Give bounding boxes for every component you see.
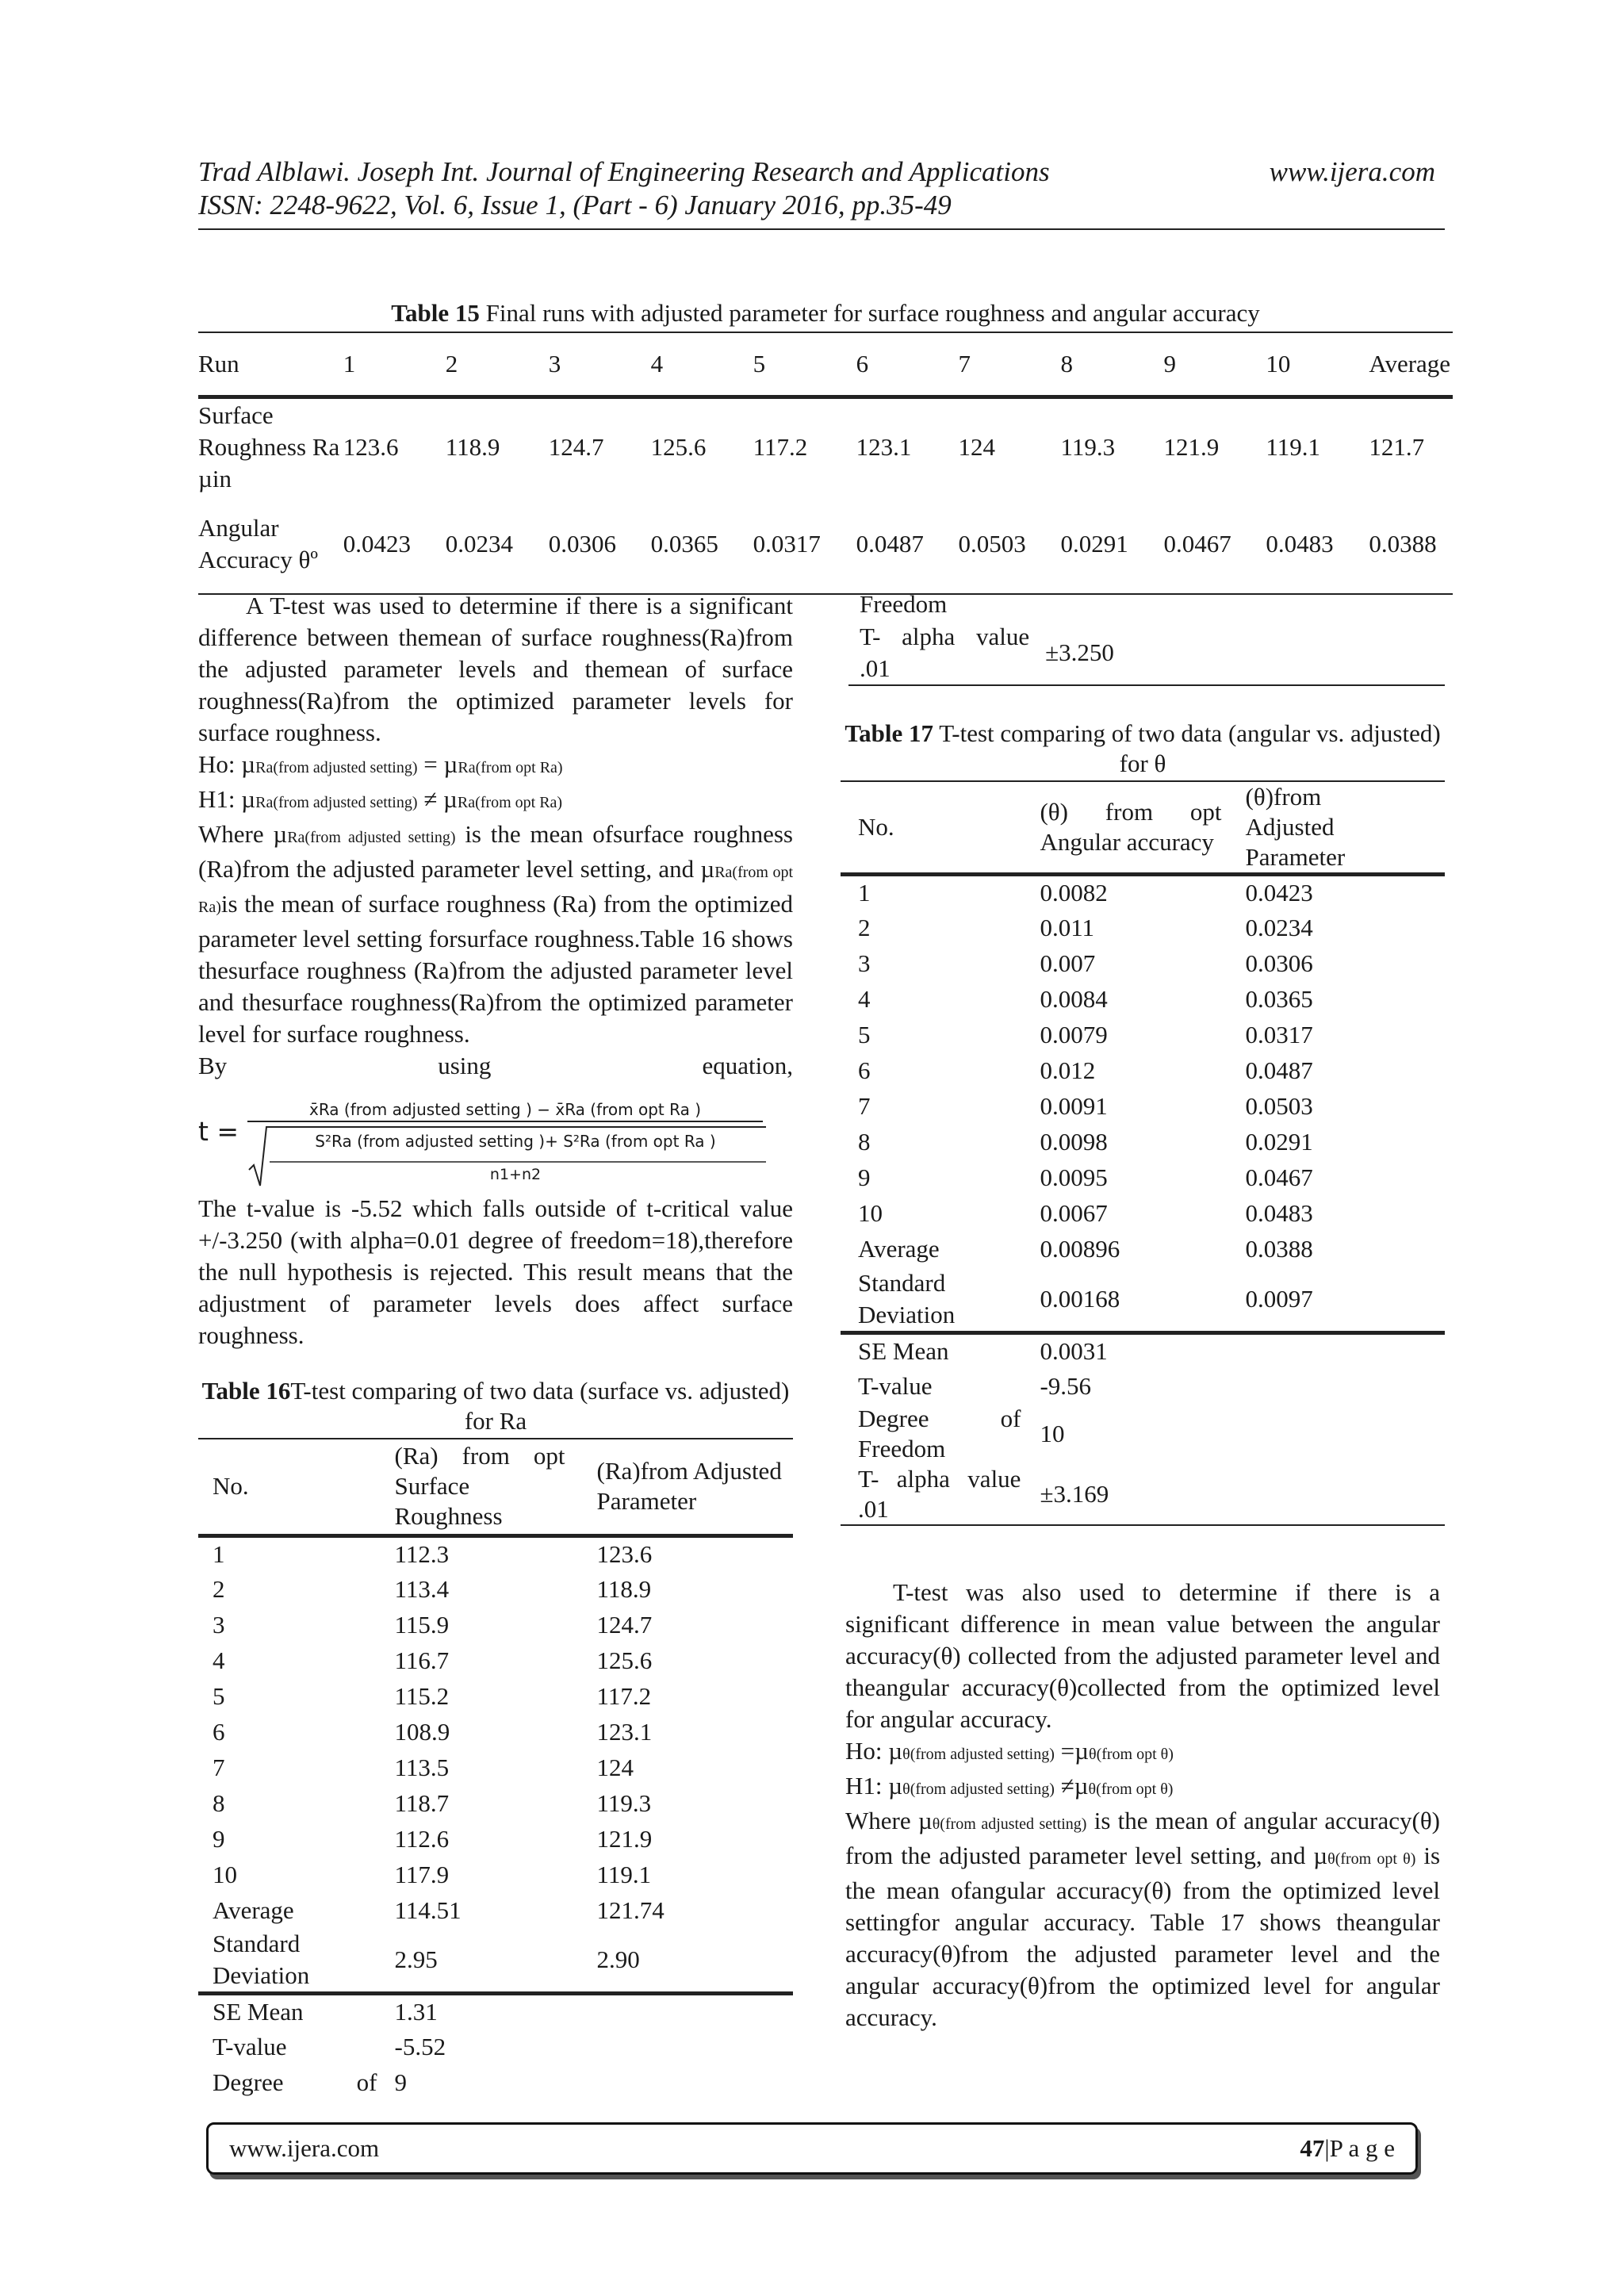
table-cell: 112.6 xyxy=(394,1824,450,1853)
table-cell: 108.9 xyxy=(394,1717,450,1746)
table-cell: 123.1 xyxy=(856,432,912,461)
table-cell xyxy=(1045,588,1248,620)
table-cell: 119.1 xyxy=(1266,432,1320,461)
table-cell: 121.74 xyxy=(596,1895,665,1924)
table-row xyxy=(841,910,1445,946)
table-cell: 0.0067 xyxy=(1040,1199,1108,1227)
table-cell: 2 xyxy=(446,332,549,397)
table-cell: 113.4 xyxy=(394,1574,450,1603)
table-cell: 7 xyxy=(959,332,1061,397)
table-cell: 7 xyxy=(213,1753,225,1781)
table-cell: 0.0365 xyxy=(650,530,718,558)
paragraph: By using equation, xyxy=(198,1052,793,1079)
table-cell: 0.00896 xyxy=(1040,1235,1120,1263)
table-cell: 10 xyxy=(858,1199,883,1227)
table-cell: 2 xyxy=(858,914,871,941)
table-row xyxy=(841,946,1445,982)
table-cell: No. xyxy=(858,813,894,841)
table-cell: 3 xyxy=(213,1610,225,1639)
table-row xyxy=(841,1196,1445,1232)
table-cell: (θ) from opt Angular accuracy xyxy=(1040,798,1222,856)
table-cell: 124.7 xyxy=(596,1610,653,1639)
issn-line: ISSN: 2248-9622, Vol. 6, Issue 1, (Part - 6) January 2016, pp.35-49 xyxy=(198,190,952,220)
table-row xyxy=(841,1125,1445,1160)
table-cell: 125.6 xyxy=(596,1646,653,1674)
left-body-text xyxy=(198,590,793,1082)
formula-numerator: x̄Ra (from adjusted setting ) − x̄Ra (from opt Ra ) xyxy=(247,1098,763,1122)
table-cell: 2.90 xyxy=(596,1945,640,1973)
table-15-row-ra xyxy=(198,397,1453,496)
table-cell: 0.0483 xyxy=(1245,1199,1313,1227)
table-cell: 117.9 xyxy=(394,1860,450,1888)
table-cell: 121.9 xyxy=(596,1824,653,1853)
table-cell: Standard Deviation xyxy=(213,1930,310,1989)
table-cell: Average xyxy=(213,1895,294,1924)
table-row xyxy=(198,1994,793,2030)
table-row xyxy=(841,1368,1445,1404)
table-cell: 4 xyxy=(858,985,871,1013)
table-cell: 2 xyxy=(213,1574,225,1603)
table-cell: (Ra) from opt Surface Roughness xyxy=(394,1442,565,1531)
table-17 xyxy=(841,719,1445,1526)
table-cell: 119.3 xyxy=(596,1788,652,1817)
table-row xyxy=(198,1750,793,1785)
table-cell: 5 xyxy=(753,332,856,397)
table-row xyxy=(198,1857,793,1892)
table-cell: 121.9 xyxy=(1163,432,1220,461)
table-cell: 6 xyxy=(213,1717,225,1746)
table-cell: 10 xyxy=(1040,1420,1065,1447)
table-row xyxy=(841,1160,1445,1196)
table-16-continued-grid xyxy=(848,588,1445,686)
table-cell: -5.52 xyxy=(394,2033,446,2060)
table-row xyxy=(841,982,1445,1018)
table-cell: 0.0091 xyxy=(1040,1092,1108,1120)
table-row xyxy=(198,1892,793,1928)
table-17-header-row xyxy=(841,781,1445,875)
null-hypothesis: Ho: µθ(from adjusted setting) =µθ(from opt θ) xyxy=(845,1737,1174,1765)
journal-website[interactable]: www.ijera.com xyxy=(1269,156,1435,187)
table-cell: 0.0082 xyxy=(1040,879,1108,907)
table-cell: Angular Accuracy θº xyxy=(198,514,318,573)
table-row xyxy=(848,588,1445,620)
table-cell: Degree of xyxy=(213,2068,377,2096)
table-cell: 112.3 xyxy=(394,1539,450,1568)
table-cell: 118.9 xyxy=(445,432,500,461)
table-cell: 0.0483 xyxy=(1266,530,1334,558)
table-cell xyxy=(1248,620,1445,685)
table-cell: 117.2 xyxy=(753,432,808,461)
table-cell: 6 xyxy=(856,332,959,397)
journal-citation: Trad Alblawi. Joseph Int. Journal of Engineering Research and Applications xyxy=(198,156,1050,187)
table-cell: (Ra)from Adjusted Parameter xyxy=(596,1457,782,1516)
table-cell: 0.012 xyxy=(1040,1056,1096,1084)
table-cell: 123.6 xyxy=(596,1539,653,1568)
table-row xyxy=(841,1053,1445,1089)
table-row xyxy=(841,1018,1445,1053)
paragraph: Where µθ(from adjusted setting) is the mean of angular accuracy(θ) from the adjusted parameter level setting, and µθ(from opt θ) is the mean ofangular accuracy(θ) from the optimized level settingfor angular accuracy. Table 17 shows theangular accuracy(θ)from the adjusted parameter level and the angular accuracy(θ)from the optimized level for angular accuracy. xyxy=(845,1807,1441,2031)
table-15-header-row xyxy=(198,332,1453,397)
table-cell: 0.0467 xyxy=(1163,530,1231,558)
table-row xyxy=(198,1571,793,1607)
header-divider xyxy=(198,228,1445,230)
table-cell: 0.0467 xyxy=(1245,1163,1313,1191)
table-cell: 0.0234 xyxy=(445,530,513,558)
table-cell: 0.0234 xyxy=(1245,914,1313,941)
table-cell: 1 xyxy=(858,879,871,907)
table-cell: 0.0317 xyxy=(753,530,821,558)
table-cell: 8 xyxy=(858,1128,871,1156)
table-row xyxy=(841,1332,1445,1368)
table-cell xyxy=(1248,588,1445,620)
table-cell: 124 xyxy=(958,432,996,461)
footer-url[interactable]: www.ijera.com xyxy=(229,2134,380,2162)
table-cell: 6 xyxy=(858,1056,871,1084)
page-number: 47|P a g e xyxy=(1300,2134,1395,2162)
table-cell: T- alpha value .01 xyxy=(858,1465,1021,1523)
running-header xyxy=(198,155,1435,222)
table-cell: 0.0317 xyxy=(1245,1021,1313,1048)
table-cell: 121.7 xyxy=(1369,432,1425,461)
table-cell: 123.6 xyxy=(343,432,399,461)
table-cell: 9 xyxy=(1163,332,1266,397)
table-cell: Average xyxy=(1369,332,1453,397)
table-cell: Run xyxy=(198,332,343,397)
table-cell: 9 xyxy=(213,1824,225,1853)
table-cell: (θ)from Adjusted Parameter xyxy=(1245,783,1346,871)
table-cell: 0.011 xyxy=(1040,914,1095,941)
table-cell: 125.6 xyxy=(650,432,707,461)
table-cell: 0.0031 xyxy=(1040,1336,1108,1365)
table-16 xyxy=(198,1376,793,2101)
table-cell: SE Mean xyxy=(213,1998,304,2026)
table-row xyxy=(841,1464,1445,1525)
table-row xyxy=(198,1642,793,1678)
table-cell: 9 xyxy=(394,2068,407,2096)
table-row xyxy=(841,1267,1445,1333)
paragraph: The t-value is -5.52 which falls outside of t-critical value +/-3.250 (with alpha=0.01 degree of freedom=18),therefore the null hypothesis is rejected. This result means that the adjustment of parameter levels does affect surface roughness. xyxy=(198,1194,793,1349)
table-cell: 124.7 xyxy=(548,432,604,461)
table-cell: 0.0388 xyxy=(1369,530,1437,558)
table-cell: Freedom xyxy=(860,590,948,618)
table-row xyxy=(198,1928,793,1994)
table-cell: ±3.169 xyxy=(1040,1480,1109,1508)
table-cell: T-value xyxy=(858,1371,933,1400)
table-cell: 118.7 xyxy=(394,1788,450,1817)
table-cell: 0.0487 xyxy=(856,530,924,558)
table-cell: 114.51 xyxy=(394,1895,462,1924)
table-cell: 5 xyxy=(858,1021,871,1048)
table-15-row-theta xyxy=(198,496,1453,594)
table-row xyxy=(841,1404,1445,1464)
table-15-grid xyxy=(198,332,1453,595)
table-cell: 0.0423 xyxy=(343,530,412,558)
table-cell: -9.56 xyxy=(1040,1371,1092,1400)
table-cell: 7 xyxy=(858,1092,871,1120)
table-row xyxy=(198,1821,793,1857)
table-cell: 0.0306 xyxy=(548,530,616,558)
formula-denominator: S²Ra (from adjusted setting )+ S²Ra (from opt Ra ) xyxy=(315,1132,716,1151)
table-cell: 0.0503 xyxy=(1245,1092,1313,1120)
table-cell: 115.2 xyxy=(394,1681,450,1710)
table-cell: 3 xyxy=(858,949,871,977)
table-cell: 4 xyxy=(213,1646,225,1674)
table-cell: 113.5 xyxy=(394,1753,450,1781)
table-cell: 1 xyxy=(213,1539,225,1568)
table-cell: 2.95 xyxy=(394,1945,438,1973)
table-row xyxy=(198,2030,793,2065)
table-cell: Surface Roughness Ra µin xyxy=(198,401,340,493)
table-row xyxy=(198,2065,793,2101)
table-row xyxy=(198,1678,793,1714)
left-body-text-2 xyxy=(198,1193,793,1351)
table-cell: Average xyxy=(858,1235,940,1263)
table-cell: 0.0291 xyxy=(1245,1128,1313,1156)
page-footer xyxy=(206,2122,1418,2175)
formula-n: n1+n2 xyxy=(489,1166,542,1183)
table-16-header-row xyxy=(198,1439,793,1535)
table-row xyxy=(841,1232,1445,1267)
table-15-caption: Table 15 Final runs with adjusted parameter for surface roughness and angular accuracy xyxy=(391,299,1260,327)
formula-t: t = xyxy=(198,1116,239,1147)
table-cell: 0.0097 xyxy=(1245,1284,1313,1313)
table-row xyxy=(841,875,1445,910)
table-17-grid xyxy=(841,780,1445,1526)
table-15 xyxy=(198,298,1453,595)
table-cell: 0.00168 xyxy=(1040,1284,1120,1313)
table-cell: 123.1 xyxy=(596,1717,653,1746)
table-cell: 1 xyxy=(343,332,446,397)
table-cell: 0.0388 xyxy=(1245,1235,1313,1263)
table-cell: 3 xyxy=(549,332,651,397)
table-cell: 0.0291 xyxy=(1060,530,1128,558)
table-17-caption: Table 17 T-test comparing of two data (angular vs. adjusted) for θ xyxy=(845,719,1441,777)
table-cell: 0.007 xyxy=(1040,949,1096,977)
table-row xyxy=(841,1089,1445,1125)
table-cell: 117.2 xyxy=(596,1681,652,1710)
table-cell: ±3.250 xyxy=(1045,638,1114,666)
table-cell: 9 xyxy=(858,1163,871,1191)
table-cell: 0.0423 xyxy=(1245,879,1313,907)
table-cell: 119.3 xyxy=(1060,432,1116,461)
alternative-hypothesis: H1: µθ(from adjusted setting) ≠µθ(from opt θ) xyxy=(845,1772,1174,1800)
table-cell: 5 xyxy=(213,1681,225,1710)
table-cell: 0.0095 xyxy=(1040,1163,1108,1191)
table-cell: T-value xyxy=(213,2033,287,2060)
table-cell: 116.7 xyxy=(394,1646,450,1674)
table-16-continued xyxy=(848,588,1445,686)
table-cell: No. xyxy=(213,1472,249,1501)
table-cell: 0.0079 xyxy=(1040,1021,1108,1048)
table-row xyxy=(198,1535,793,1571)
table-cell: 0.0306 xyxy=(1245,949,1313,977)
table-cell: 4 xyxy=(651,332,753,397)
table-cell: 8 xyxy=(1060,332,1163,397)
table-row xyxy=(198,1714,793,1750)
table-cell: 119.1 xyxy=(596,1860,652,1888)
table-cell: SE Mean xyxy=(858,1336,949,1365)
table-cell: 0.0098 xyxy=(1040,1128,1108,1156)
right-body-text xyxy=(845,1577,1440,2033)
table-cell: 0.0503 xyxy=(958,530,1026,558)
paragraph: A T-test was used to determine if there is a significant difference between themean of surface roughness(Ra)from the adjusted parameter levels and themean of surface roughness(Ra)from the optimized parameter levels for surface roughness. xyxy=(198,592,793,746)
table-cell: 8 xyxy=(213,1788,225,1817)
table-cell: 0.0365 xyxy=(1245,985,1313,1013)
table-cell: 0.0487 xyxy=(1245,1056,1313,1084)
t-test-formula xyxy=(198,1098,793,1190)
table-cell: 10 xyxy=(213,1860,237,1888)
table-row xyxy=(848,620,1445,685)
table-cell: 115.9 xyxy=(394,1610,450,1639)
alternative-hypothesis: H1: µRa(from adjusted setting) ≠ µRa(from opt Ra) xyxy=(198,785,563,813)
table-16-caption: Table 16T-test comparing of two data (surface vs. adjusted) for Ra xyxy=(201,1377,790,1435)
table-cell: 1.31 xyxy=(394,1998,438,2026)
paragraph: T-test was also used to determine if there is a significant difference in mean value between the angular accuracy(θ) collected from the adjusted parameter level and theangular accuracy(θ)collected from the optimized level for angular accuracy. xyxy=(845,1578,1440,1733)
table-cell: T- alpha value .01 xyxy=(860,622,1030,682)
paragraph: Where µRa(from adjusted setting) is the mean ofsurface roughness (Ra)from the adjusted parameter level setting, and µRa(from opt Ra)is the mean of surface roughness (Ra) from the optimized parameter level setting forsurface roughness.Table 16 shows thesurface roughness (Ra)from the adjusted parameter level and thesurface roughness(Ra)from the optimized parameter level for surface roughness. xyxy=(198,820,793,1048)
table-cell: 118.9 xyxy=(596,1574,652,1603)
table-cell: 124 xyxy=(596,1753,634,1781)
table-row xyxy=(198,1607,793,1642)
null-hypothesis: Ho: µRa(from adjusted setting) = µRa(from opt Ra) xyxy=(198,750,563,778)
table-row xyxy=(198,1785,793,1821)
table-cell: Degree of Freedom xyxy=(858,1405,1021,1462)
table-cell: 0.0084 xyxy=(1040,985,1108,1013)
table-cell: Standard Deviation xyxy=(858,1268,956,1328)
table-16-grid xyxy=(198,1438,793,2101)
table-cell: 10 xyxy=(1266,332,1369,397)
